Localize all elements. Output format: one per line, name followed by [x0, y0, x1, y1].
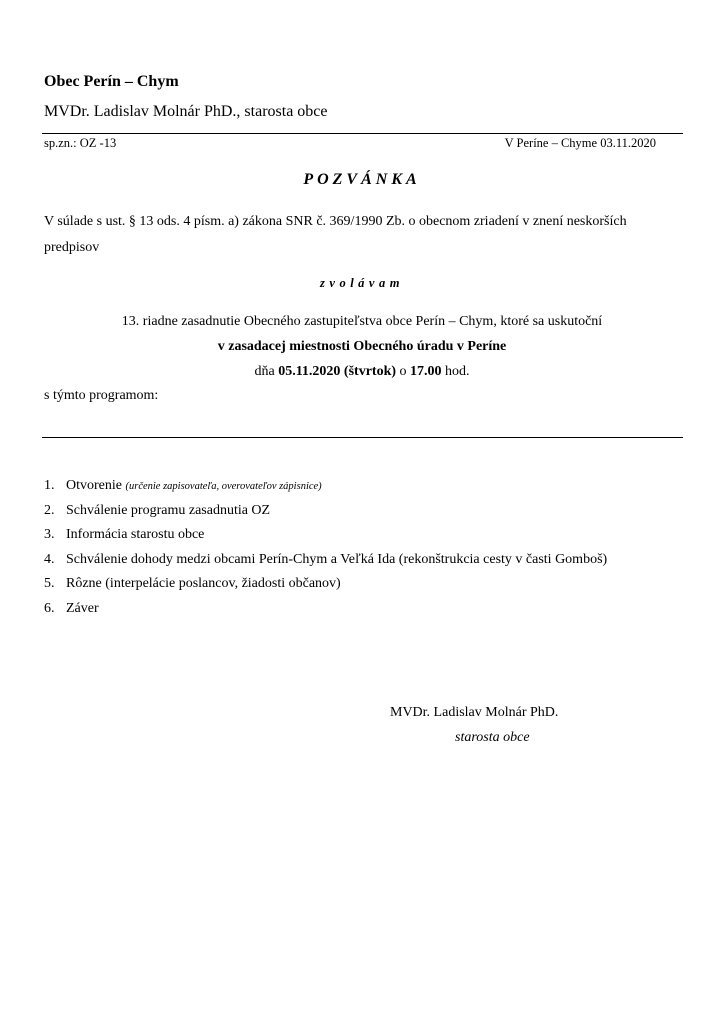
- time-prefix: o: [396, 364, 411, 379]
- document-title: POZVÁNKA: [303, 171, 421, 188]
- agenda-number: 5.: [44, 576, 55, 591]
- agenda-number: 1.: [44, 478, 55, 493]
- organization-name: Obec Perín – Chym: [44, 73, 179, 90]
- agenda-note: (určenie zapisovateľa, overovateľov zápisnice): [125, 481, 322, 492]
- agenda-text: Otvorenie: [66, 478, 126, 493]
- header-divider: [42, 133, 683, 134]
- agenda-text: Rôzne (interpelácie poslancov, žiadosti občanov): [66, 576, 341, 591]
- agenda-list: [44, 476, 607, 623]
- agenda-item: [44, 525, 607, 550]
- convene-word: zvolávam: [320, 276, 404, 290]
- time-suffix: hod.: [441, 364, 470, 379]
- reference-number: sp.zn.: OZ -13: [44, 136, 117, 150]
- program-divider: [42, 437, 683, 438]
- agenda-number: 6.: [44, 600, 55, 616]
- agenda-item: [44, 476, 607, 501]
- meeting-time: 17.00: [410, 364, 442, 379]
- agenda-text: Schválenie dohody medzi obcami Perín-Chym a Veľká Ida (rekonštrukcia cesty v časti Gomboš): [66, 551, 608, 567]
- agenda-number: 4.: [44, 551, 55, 567]
- signature-name: MVDr. Ladislav Molnár PhD.: [390, 705, 559, 720]
- session-line: 13. riadne zasadnutie Obecného zastupiteľstva obce Perín – Chym, ktoré sa uskutoční: [121, 314, 603, 329]
- meeting-date: 05.11.2020 (štvrtok): [278, 364, 397, 379]
- legal-basis: V súlade s ust. § 13 ods. 4 písm. a) zákona SNR č. 369/1990 Zb. o obecnom zriadení v znení neskorších predpisov: [44, 214, 627, 255]
- agenda-number: 3.: [44, 527, 55, 542]
- agenda-item: [44, 501, 607, 526]
- signature-title: starosta obce: [455, 730, 530, 745]
- agenda-number: 2.: [44, 502, 55, 518]
- agenda-item: [44, 599, 607, 624]
- date-time-line: [0, 364, 724, 380]
- place-and-date: V Períne – Chyme 03.11.2020: [504, 136, 656, 150]
- agenda-item: [44, 574, 607, 599]
- program-intro: s týmto programom:: [44, 388, 159, 403]
- agenda-text: Schválenie programu zasadnutia OZ: [66, 502, 271, 518]
- venue-line: v zasadacej miestnosti Obecného úradu v Períne: [217, 339, 507, 354]
- mayor-line: MVDr. Ladislav Molnár PhD., starosta obce: [44, 103, 328, 120]
- date-prefix: dňa: [254, 364, 279, 379]
- agenda-text: Informácia starostu obce: [66, 527, 205, 542]
- agenda-item: [44, 550, 607, 575]
- agenda-text: Záver: [66, 600, 99, 616]
